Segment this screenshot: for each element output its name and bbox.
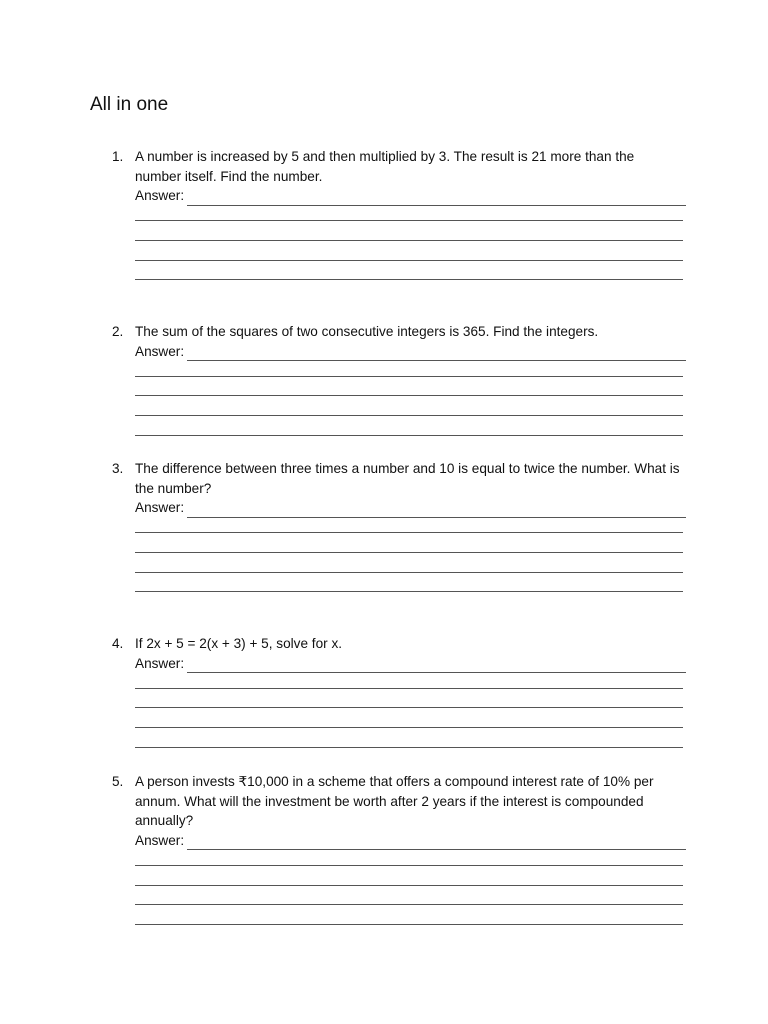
question-number: 2. [112, 324, 124, 339]
answer-label: Answer: [135, 832, 185, 848]
question-number: 4. [112, 636, 124, 651]
answer-line[interactable] [135, 225, 683, 245]
question-body [135, 634, 683, 752]
answer-field[interactable] [187, 834, 686, 850]
answer-row [135, 831, 683, 851]
question-body [135, 459, 683, 596]
page-title: All in one [90, 94, 169, 115]
question-text: The sum of the squares of two consecutive integers is 365. Find the integers. [135, 324, 599, 339]
answer-line[interactable] [135, 265, 683, 285]
answer-line[interactable] [135, 245, 683, 265]
answer-row [135, 186, 683, 206]
answer-line[interactable] [135, 890, 683, 910]
answer-field[interactable] [187, 657, 686, 673]
question-body [135, 322, 683, 440]
answer-line[interactable] [135, 712, 683, 732]
question-item-5 [107, 772, 687, 929]
answer-line[interactable] [135, 206, 683, 226]
answer-field[interactable] [187, 502, 686, 518]
question-item-3 [107, 459, 687, 596]
question-item-1 [107, 147, 687, 284]
question-number: 1. [112, 149, 124, 164]
question-number: 3. [112, 461, 124, 476]
answer-label: Answer: [135, 655, 185, 671]
answer-line[interactable] [135, 361, 683, 381]
answer-line[interactable] [135, 673, 683, 693]
answer-line[interactable] [135, 850, 683, 870]
answer-row [135, 654, 683, 674]
answer-line[interactable] [135, 400, 683, 420]
question-text: A number is increased by 5 and then multiplied by 3. The result is 21 more than the number itself. Find the number. [135, 149, 635, 184]
answer-line[interactable] [135, 420, 683, 440]
question-text: The difference between three times a number and 10 is equal to twice the number. What is the number? [135, 461, 680, 496]
answer-label: Answer: [135, 343, 185, 359]
question-number: 5. [112, 774, 124, 789]
answer-line[interactable] [135, 732, 683, 752]
answer-line[interactable] [135, 537, 683, 557]
question-body [135, 772, 683, 929]
answer-row [135, 498, 683, 518]
answer-line[interactable] [135, 909, 683, 929]
answer-line[interactable] [135, 518, 683, 538]
answer-field[interactable] [187, 190, 686, 206]
answer-line[interactable] [135, 577, 683, 597]
question-item-2 [107, 322, 687, 440]
answer-line[interactable] [135, 693, 683, 713]
answer-label: Answer: [135, 188, 185, 204]
answer-line[interactable] [135, 870, 683, 890]
question-item-4 [107, 634, 687, 752]
answer-line[interactable] [135, 381, 683, 401]
question-body [135, 147, 683, 284]
answer-label: Answer: [135, 500, 185, 516]
answer-line[interactable] [135, 557, 683, 577]
answer-row [135, 342, 683, 362]
answer-field[interactable] [187, 345, 686, 361]
question-text: A person invests ₹10,000 in a scheme that offers a compound interest rate of 10% per annum. What will the investment be worth after 2 years if the interest is compounded annually? [135, 774, 654, 829]
question-text: If 2x + 5 = 2(x + 3) + 5, solve for x. [135, 636, 343, 651]
